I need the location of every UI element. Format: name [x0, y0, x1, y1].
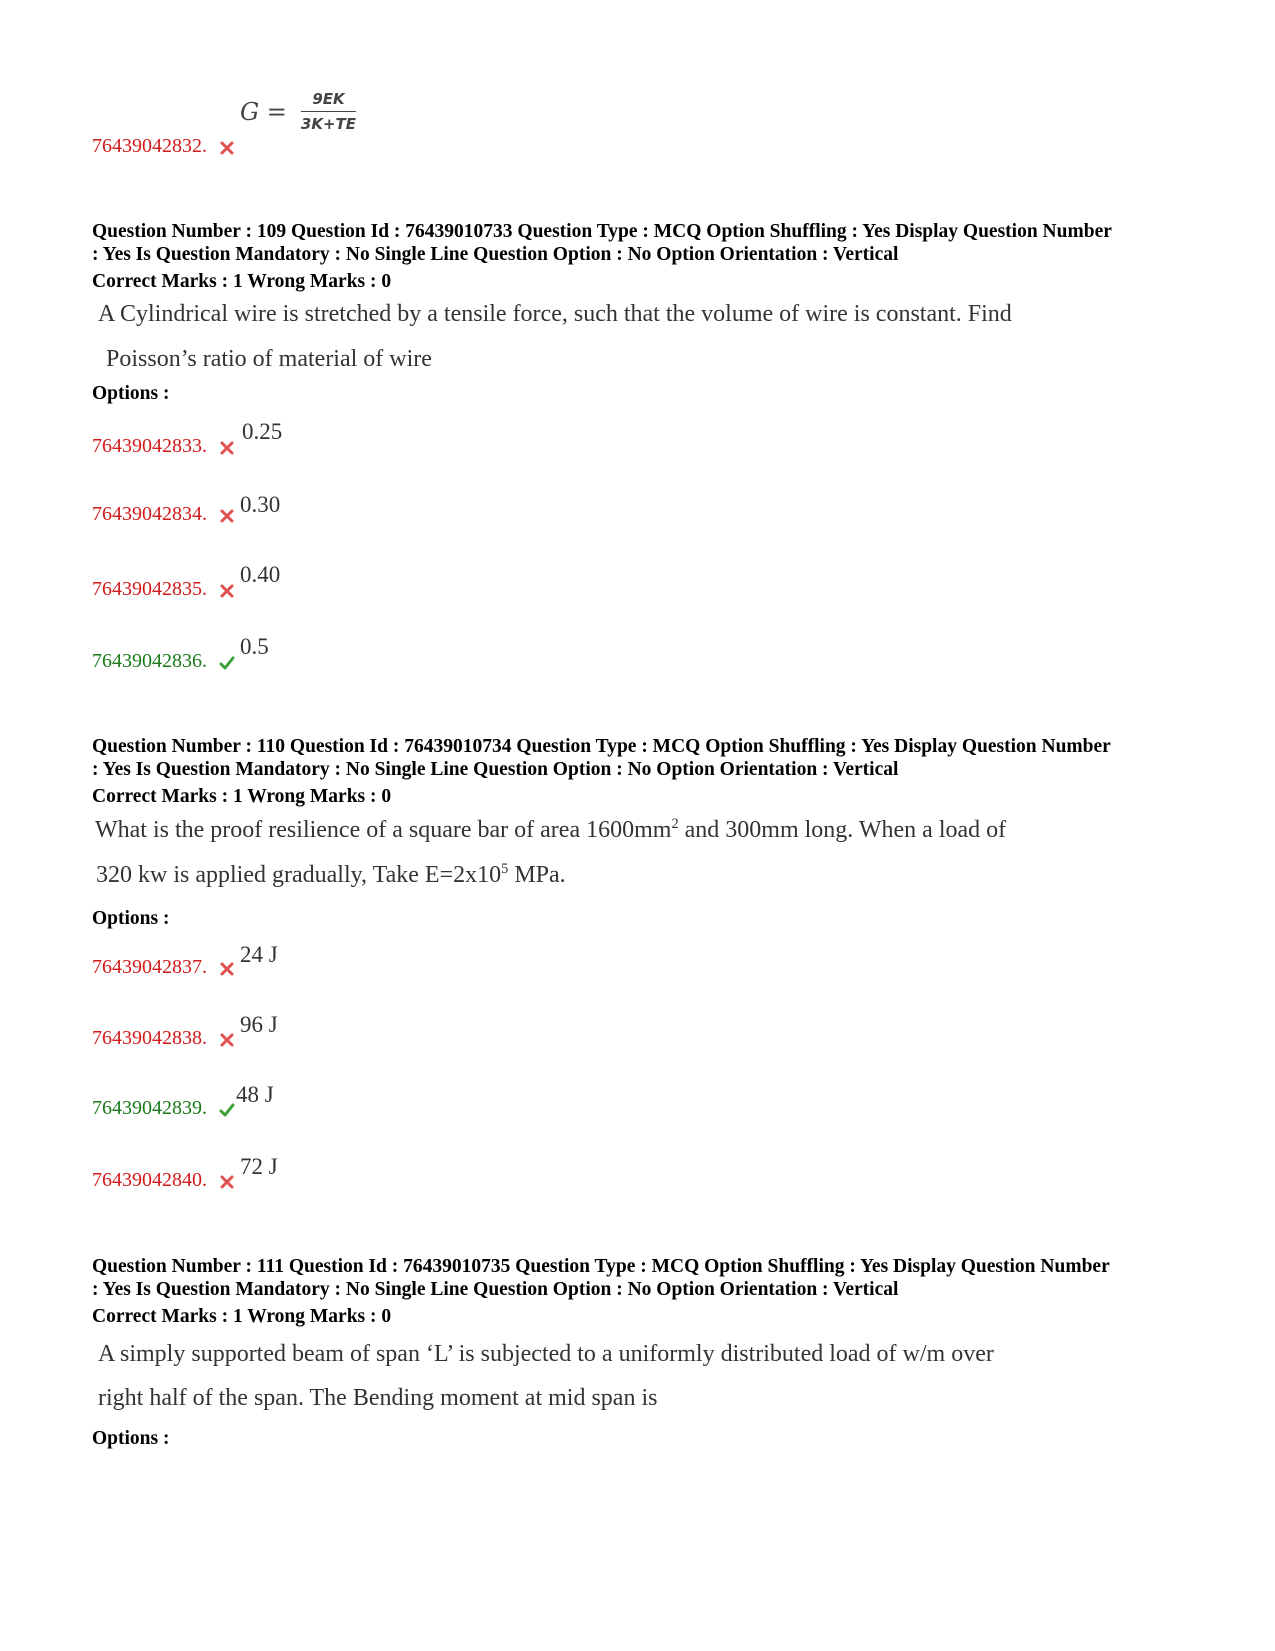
option-row	[92, 1169, 235, 1192]
option-value: 0.25	[242, 419, 283, 444]
question-meta	[92, 735, 1182, 781]
options-label: Options :	[92, 908, 170, 929]
question-meta-line1: Question Number : 110 Question Id : 76439010734 Question Type : MCQ Option Shuffling : Yes Display Question Number	[92, 736, 1111, 757]
question-marks: Correct Marks : 1 Wrong Marks : 0	[92, 786, 392, 807]
option-value: 0.5	[240, 634, 269, 659]
wrong-mark-icon	[219, 140, 235, 156]
option-id: 76439042836.	[92, 650, 207, 672]
option-id: 76439042833.	[92, 435, 207, 457]
option-row	[92, 135, 235, 158]
formula-denominator: 3K+TE	[300, 115, 357, 133]
option-value: 48 J	[236, 1082, 274, 1107]
question-meta	[92, 220, 1182, 266]
question-marks: Correct Marks : 1 Wrong Marks : 0	[92, 271, 392, 292]
question-meta-line2: : Yes Is Question Mandatory : No Single Line Question Option : No Option Orientation : Vertical	[92, 1279, 899, 1300]
wrong-mark-icon	[219, 508, 235, 524]
option-id: 76439042835.	[92, 578, 207, 600]
option-id: 76439042839.	[92, 1097, 207, 1119]
formula-image	[240, 90, 356, 133]
options-label: Options :	[92, 383, 170, 404]
check-mark-icon	[219, 655, 235, 671]
option-row	[92, 1027, 235, 1050]
question-text-part: MPa.	[508, 862, 566, 888]
superscript: 2	[671, 816, 679, 832]
wrong-mark-icon	[219, 1174, 235, 1190]
option-id: 76439042838.	[92, 1027, 207, 1049]
option-row	[92, 503, 235, 526]
question-text-line1: A Cylindrical wire is stretched by a tensile force, such that the volume of wire is constant. Find	[98, 301, 1012, 327]
question-text-part: What is the proof resilience of a square bar of area 1600mm	[95, 817, 672, 843]
option-row	[92, 435, 235, 458]
option-value: 24 J	[240, 942, 278, 967]
option-value: 72 J	[240, 1154, 278, 1179]
formula-lhs: G =	[240, 97, 287, 126]
option-value: 0.40	[240, 562, 281, 587]
check-mark-icon	[219, 1102, 235, 1118]
question-text-part: 320 kw is applied gradually, Take E=2x10	[96, 862, 502, 888]
question-meta-line1: Question Number : 109 Question Id : 76439010733 Question Type : MCQ Option Shuffling : Yes Display Question Number	[92, 221, 1112, 242]
wrong-mark-icon	[219, 583, 235, 599]
wrong-mark-icon	[219, 440, 235, 456]
question-meta-line2: : Yes Is Question Mandatory : No Single Line Question Option : No Option Orientation : Vertical	[92, 759, 899, 780]
option-value: 96 J	[240, 1012, 278, 1037]
option-row	[92, 578, 235, 601]
option-row	[92, 956, 235, 979]
question-text-line1: A simply supported beam of span ‘L’ is subjected to a uniformly distributed load of w/m over	[98, 1341, 994, 1367]
question-marks: Correct Marks : 1 Wrong Marks : 0	[92, 1306, 392, 1327]
question-text-line2	[96, 861, 566, 889]
question-text-line2: Poisson’s ratio of material of wire	[106, 346, 432, 372]
wrong-mark-icon	[219, 961, 235, 977]
question-meta-line2: : Yes Is Question Mandatory : No Single Line Question Option : No Option Orientation : Vertical	[92, 244, 899, 265]
option-id: 76439042837.	[92, 956, 207, 978]
formula-numerator: 9EK	[301, 90, 356, 112]
question-text-line2: right half of the span. The Bending moment at mid span is	[98, 1385, 658, 1411]
option-value: 0.30	[240, 492, 281, 517]
option-row	[92, 650, 235, 673]
option-id: 76439042832.	[92, 135, 207, 157]
question-text-part: and 300mm long. When a load of	[678, 817, 1007, 843]
option-id: 76439042834.	[92, 503, 207, 525]
question-text-line1	[95, 816, 1006, 844]
question-meta-line1: Question Number : 111 Question Id : 76439010735 Question Type : MCQ Option Shuffling : Yes Display Question Number	[92, 1256, 1110, 1277]
formula-fraction	[301, 90, 356, 133]
superscript: 5	[501, 861, 509, 877]
wrong-mark-icon	[219, 1032, 235, 1048]
option-row	[92, 1097, 235, 1120]
options-label: Options :	[92, 1428, 170, 1449]
option-id: 76439042840.	[92, 1169, 207, 1191]
question-meta	[92, 1255, 1182, 1301]
